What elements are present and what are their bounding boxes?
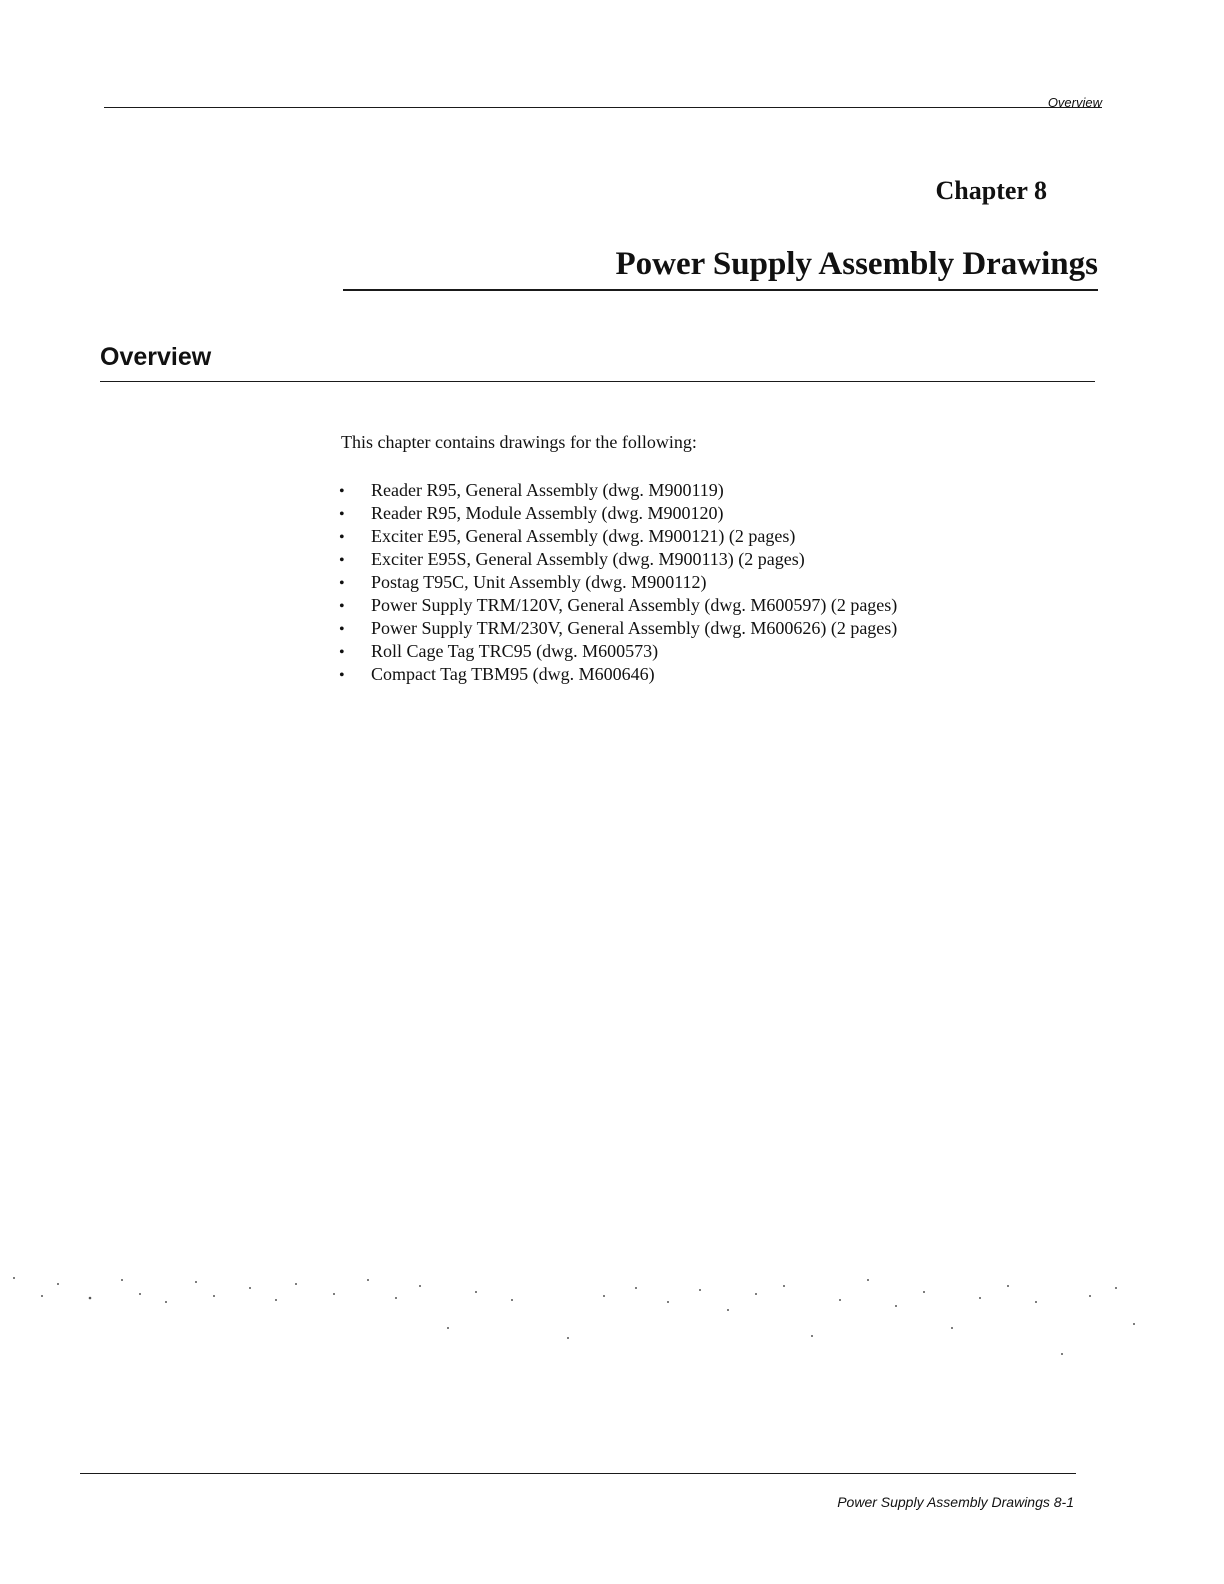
list-item-text: Reader R95, General Assembly (dwg. M900119) <box>371 480 724 500</box>
list-item <box>339 479 897 502</box>
list-item <box>339 571 897 594</box>
title-rule <box>343 289 1098 291</box>
intro-paragraph: This chapter contains drawings for the following: <box>341 432 697 452</box>
section-heading: Overview <box>100 343 212 371</box>
bullet-icon: • <box>339 506 345 523</box>
list-item-text: Exciter E95S, General Assembly (dwg. M900113) (2 pages) <box>371 549 805 569</box>
list-item <box>339 640 897 663</box>
list-item-text: Power Supply TRM/120V, General Assembly (dwg. M600597) (2 pages) <box>371 595 898 615</box>
bullet-icon: • <box>339 621 345 638</box>
list-item <box>339 525 897 548</box>
running-head: Overview <box>1047 95 1102 110</box>
list-item-text: Reader R95, Module Assembly (dwg. M900120) <box>371 503 724 523</box>
list-item-text: Roll Cage Tag TRC95 (dwg. M600573) <box>371 641 659 661</box>
list-item-text: Compact Tag TBM95 (dwg. M600646) <box>371 664 655 684</box>
running-foot: Power Supply Assembly Drawings 8-1 <box>837 1494 1074 1510</box>
bullet-icon: • <box>339 529 345 546</box>
chapter-label: Chapter 8 <box>935 176 1047 205</box>
list-item <box>339 617 897 640</box>
section-rule <box>100 381 1095 382</box>
list-item <box>339 548 897 571</box>
footer-rule <box>80 1473 1076 1474</box>
bullet-icon: • <box>339 598 345 615</box>
list-item <box>339 663 897 686</box>
list-item-text: Postag T95C, Unit Assembly (dwg. M900112) <box>371 572 707 592</box>
drawing-list <box>339 479 897 686</box>
list-item <box>339 594 897 617</box>
header-rule <box>104 107 1102 108</box>
scan-speckle <box>0 1250 1224 1380</box>
list-item <box>339 502 897 525</box>
bullet-icon: • <box>339 483 345 500</box>
bullet-icon: • <box>339 575 345 592</box>
bullet-icon: • <box>339 644 345 661</box>
list-item-text: Exciter E95, General Assembly (dwg. M900121) (2 pages) <box>371 526 796 546</box>
bullet-icon: • <box>339 552 345 569</box>
bullet-icon: • <box>339 667 345 684</box>
chapter-title: Power Supply Assembly Drawings <box>615 246 1098 282</box>
list-item-text: Power Supply TRM/230V, General Assembly (dwg. M600626) (2 pages) <box>371 618 898 638</box>
